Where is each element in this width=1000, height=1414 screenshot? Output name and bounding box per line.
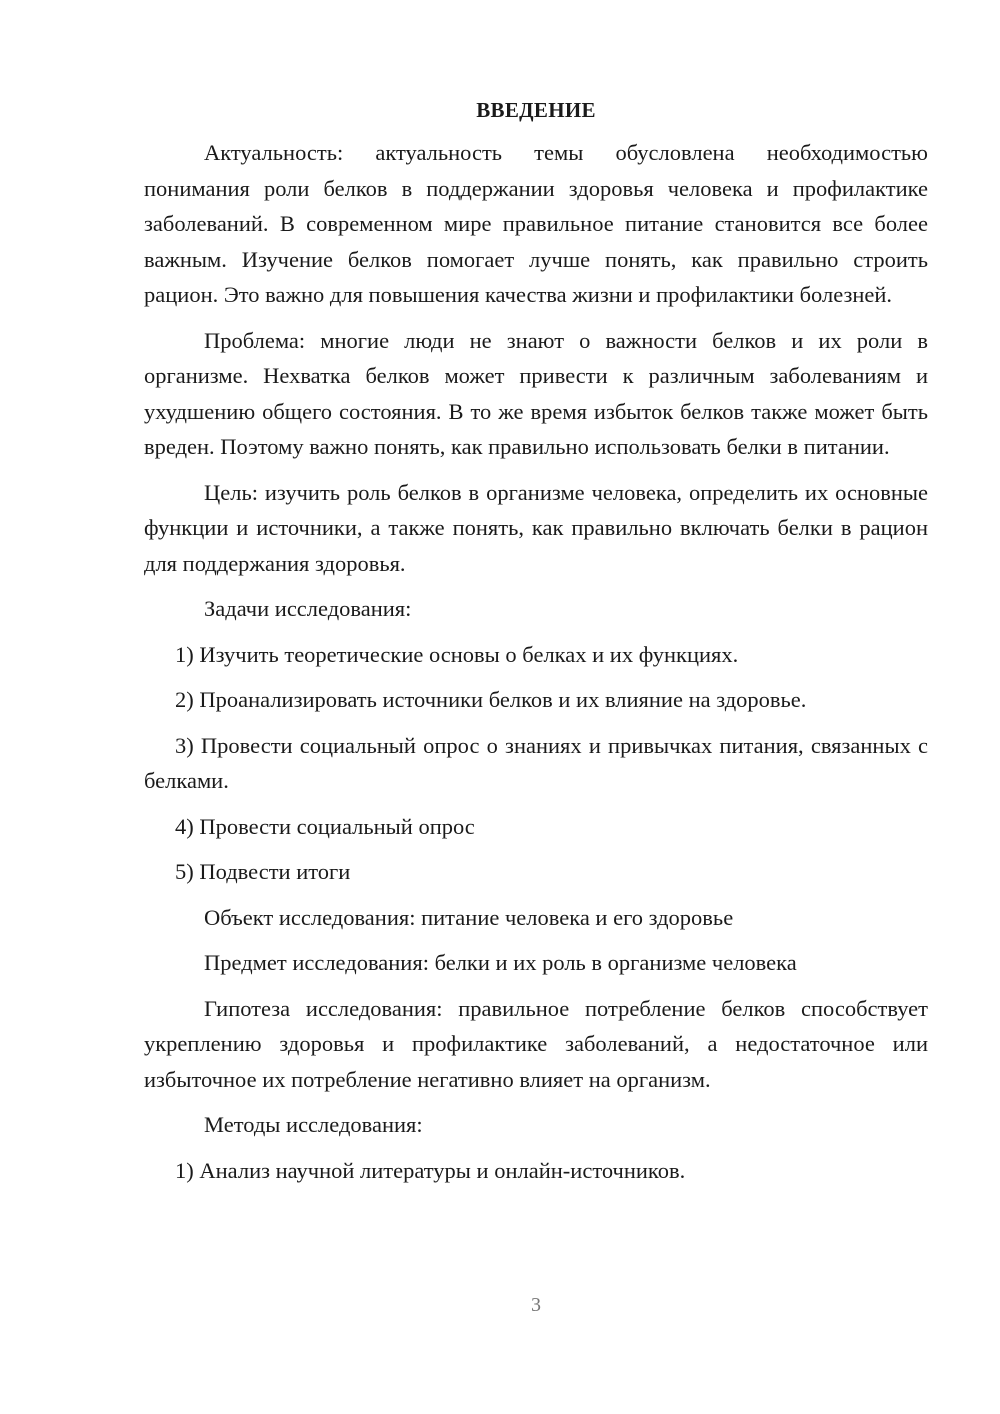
research-object: Объект исследования: питание человека и его здоровье [204,904,734,930]
goal-paragraph: Цель: изучить роль белков в организме человека, определить их основные функции и источники, а также понять, как правильно включать белки в рацион для поддержания здоровья. [144,479,928,576]
methods-heading: Методы исследования: [204,1112,423,1137]
page-title: ВВЕДЕНИЕ [476,98,596,122]
method-item: 1) Анализ научной литературы и онлайн-источников. [175,1157,686,1183]
relevance-paragraph: Актуальность: актуальность темы обусловлена необходимостью понимания роли белков в поддержании здоровья человека и профилактике заболеваний. В современном мире правильное питание становится все более важным. Изучение белков помогает лучше понять, как правильно строить рацион. Это важно для повышения качества жизни и профилактики болезней. [144,140,928,307]
page-content [144,95,928,1198]
task-item: 1) Изучить теоретические основы о белках и их функциях. [175,641,739,667]
task-item: 5) Подвести итоги [175,859,351,884]
problem-paragraph: Проблема: многие люди не знают о важности белков и их роли в организме. Нехватка белков может привести к различным заболеваниям и ухудшению общего состояния. В то же время избыток белков также может быть вреден. Поэтому важно понять, как правильно использовать белки в питании. [144,327,928,459]
page-number: 3 [531,1294,541,1316]
research-hypothesis: Гипотеза исследования: правильное потребление белков способствует укреплению здоровья и профилактике заболеваний, а недостаточное или избыточное их потребление негативно влияет на организм. [144,995,928,1092]
task-item: 3) Провести социальный опрос о знаниях и привычках питания, связанных с белками. [144,732,928,793]
task-item: 2) Проанализировать источники белков и их влияние на здоровье. [175,687,807,712]
research-subject: Предмет исследования: белки и их роль в организме человека [204,950,797,975]
task-item: 4) Провести социальный опрос [175,813,475,839]
tasks-heading: Задачи исследования: [204,596,412,621]
